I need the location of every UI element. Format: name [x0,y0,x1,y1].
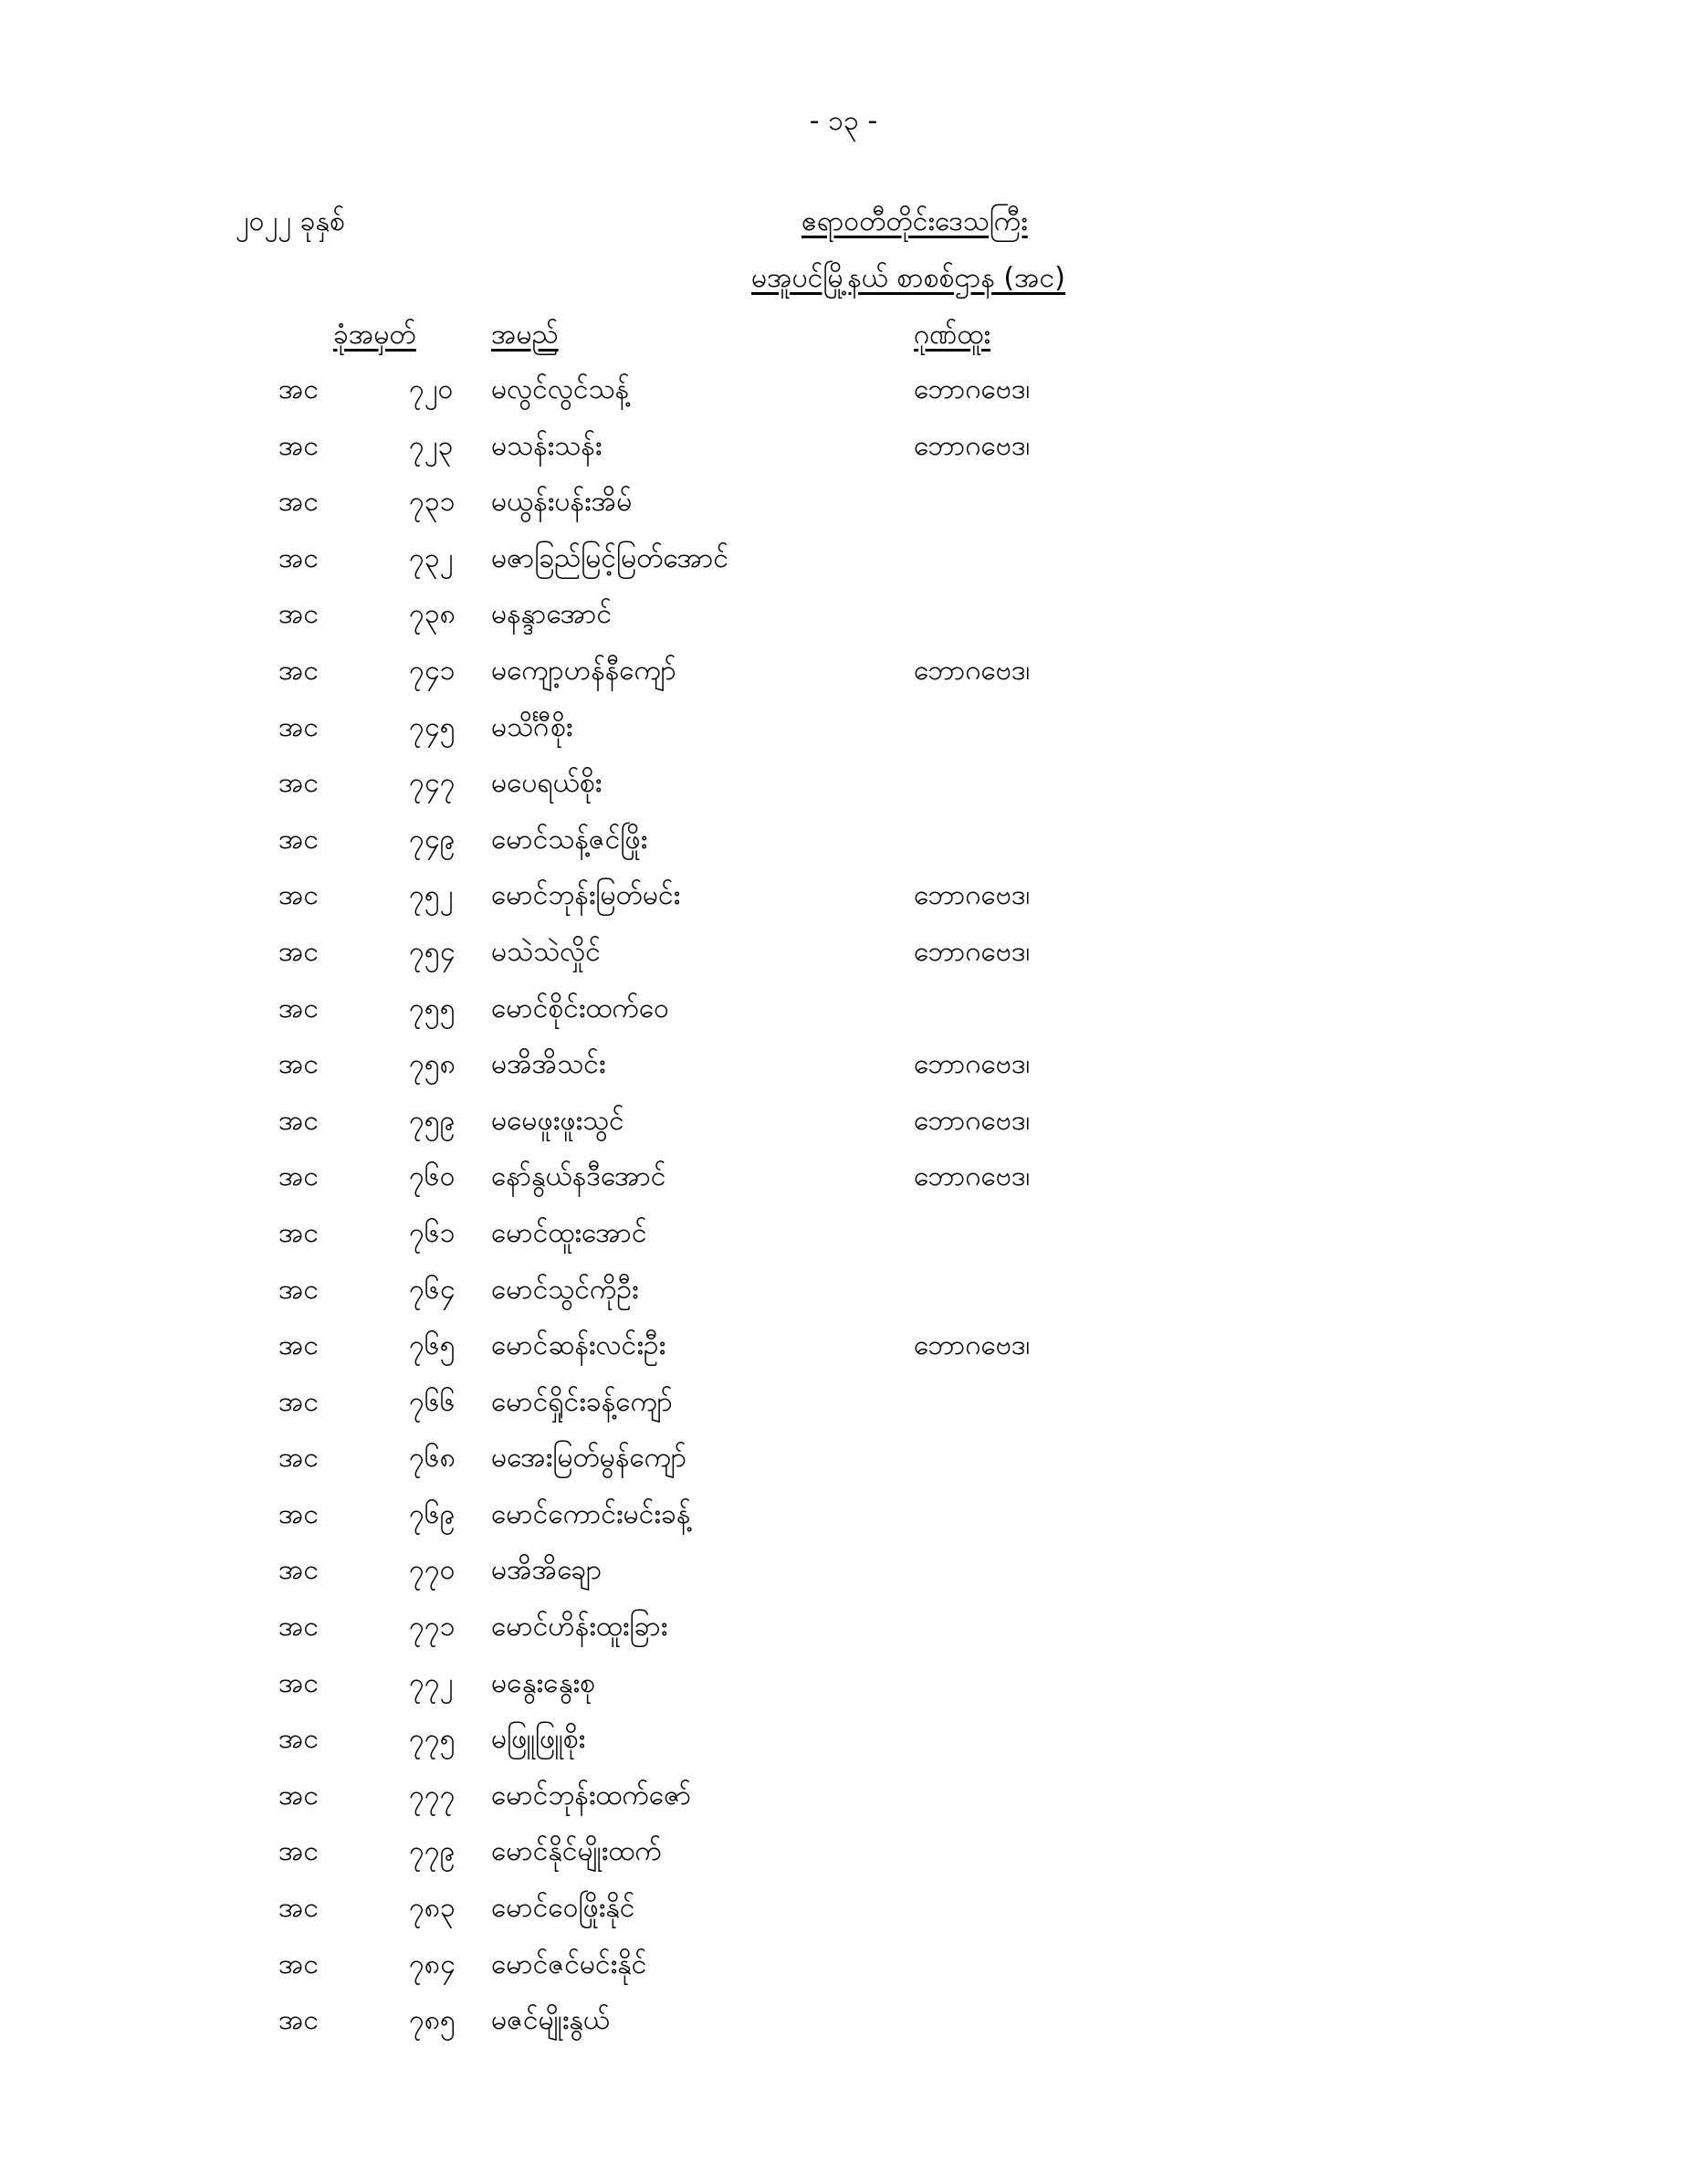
roll-prefix: အင [278,1892,320,1925]
distinction-subject: ဘောဂဗေဒ၊ [914,935,1031,968]
student-name: မောင်ရှိုင်းခန့်ကျော် [491,1385,674,1418]
student-name: မောင်ဝေဖြိုးနိုင် [491,1892,635,1925]
list-item [0,821,1687,877]
list-item [0,483,1687,540]
roll-prefix: အင [278,1779,320,1811]
student-name: မလွင်လွင်သန့် [491,373,630,405]
roll-number: ၇၇၅ [409,1723,456,1756]
student-name: မောင်ဆန်းလင်းဦး [491,1329,666,1362]
roll-number: ၇၄၇ [409,767,456,800]
list-item [0,1946,1687,2002]
roll-number: ၇၇၇ [409,1779,456,1811]
roll-number: ၇၈၅ [409,2004,456,2037]
roll-prefix: အင [278,598,320,631]
roll-number: ၇၈၃ [409,1892,456,1925]
year-label: ၂၀၂၂ ခုနှစ် [236,205,345,237]
roll-number: ၇၈၄ [409,1948,456,1980]
roll-prefix: အင [278,2004,320,2037]
list-item [0,764,1687,821]
roll-prefix: အင [278,767,320,800]
list-item [0,371,1687,427]
roll-number: ၇၇၂ [409,1666,454,1699]
student-name: မဇာခြည်မြင့်မြတ်အောင် [491,541,729,574]
roll-prefix: အင [278,992,320,1024]
roll-number: ၇၅၄ [409,935,456,968]
list-item [0,427,1687,484]
list-item [0,933,1687,990]
student-name: မောင်ဘုန်းထက်ဇော် [491,1779,692,1811]
student-name: မောင်ထူးအောင် [491,1216,647,1249]
roll-number: ၇၅၂ [409,879,454,912]
list-item [0,1214,1687,1271]
roll-prefix: အင [278,373,320,405]
list-item [0,1271,1687,1328]
roll-prefix: အင [278,879,320,912]
list-item [0,877,1687,933]
roll-prefix: အင [278,1273,320,1306]
list-item [0,1889,1687,1946]
region-title: ဧရာဝတီတိုင်းဒေသကြီး [802,205,1028,237]
student-name: မအိအိသင်း [491,1048,606,1081]
column-header-distinction: ဂုဏ်ထူး [914,319,990,351]
student-name: မောင်ဟိန်းထူးခြား [491,1611,668,1643]
roll-prefix: အင [278,1216,320,1249]
student-name: မအိအိချော [491,1554,602,1587]
roll-number: ၇၄၉ [409,823,456,856]
student-name: မကျော့ဟန်နီကျော် [491,654,676,687]
roll-number: ၇၆၁ [409,1216,456,1249]
roll-number: ၇၅၅ [409,992,456,1024]
student-name: နော်နွယ်နဒီအောင် [491,1160,666,1193]
roll-number: ၇၆၉ [409,1497,456,1530]
student-name: မောင်စိုင်းထက်ဝေ [491,992,670,1024]
student-name: မနန္ဒာအောင် [491,598,613,631]
student-name: မအေးမြတ်မွန်ကျော် [491,1442,687,1475]
roll-number: ၇၄၁ [409,654,456,687]
student-name: မပေရယ်စိုး [491,767,602,800]
roll-prefix: အင [278,823,320,856]
roll-number: ၇၆၈ [409,1442,456,1475]
page-number: - ၁၃ - [809,105,878,137]
roll-number: ၇၃၂ [409,541,454,574]
student-name: မနွေးနွေးစု [491,1666,595,1699]
distinction-subject: ဘောဂဗေဒ၊ [914,1048,1031,1081]
list-item [0,1664,1687,1721]
roll-number: ၇၆၅ [409,1329,456,1362]
roll-number: ၇၇၉ [409,1835,456,1868]
student-name: မဖြူဖြူစိုး [491,1723,586,1756]
roll-number: ၇၅၉ [409,1104,456,1137]
roll-prefix: အင [278,1385,320,1418]
distinction-subject: ဘောဂဗေဒ၊ [914,429,1031,462]
roll-number: ၇၅၈ [409,1048,456,1081]
distinction-subject: ဘောဂဗေဒ၊ [914,654,1031,687]
distinction-subject: ဘောဂဗေဒ၊ [914,1160,1031,1193]
list-item [0,1439,1687,1496]
list-item [0,2001,1687,2058]
roll-prefix: အင [278,429,320,462]
list-item [0,990,1687,1046]
roll-prefix: အင [278,1329,320,1362]
student-name: မယွန်းပန်းအိမ် [491,486,633,519]
list-item [0,1608,1687,1664]
student-name: မောင်သွင်ကိုဦး [491,1273,639,1306]
roll-prefix: အင [278,1048,320,1081]
roll-number: ၇၄၅ [409,710,456,743]
student-name: မသဲသဲလှိုင် [491,935,601,968]
student-name: မောင်နိုင်မျိုးထက် [491,1835,662,1868]
list-item [0,1383,1687,1440]
student-name: မောင်သန့်ဇင်ဖြိုး [491,823,648,856]
roll-prefix: အင [278,1442,320,1475]
list-item [0,1158,1687,1214]
roll-number: ၇၃၈ [409,598,456,631]
roll-number: ၇၃၁ [409,486,456,519]
list-item [0,709,1687,765]
roll-number: ၇၆၄ [409,1273,456,1306]
list-item [0,540,1687,596]
roll-number: ၇၇၀ [409,1554,456,1587]
distinction-subject: ဘောဂဗေဒ၊ [914,1329,1031,1362]
student-name: မမေဖူးဖူးသွင် [491,1104,624,1137]
list-item [0,1720,1687,1777]
distinction-subject: ဘောဂဗေဒ၊ [914,1104,1031,1137]
roll-prefix: အင [278,1835,320,1868]
distinction-subject: ဘောဂဗေဒ၊ [914,879,1031,912]
list-item [0,1327,1687,1383]
roll-prefix: အင [278,1554,320,1587]
list-item [0,1496,1687,1552]
roll-prefix: အင [278,654,320,687]
roll-prefix: အင [278,541,320,574]
school-title: မအူပင်မြို့နယ် စာစစ်ဌာန (အင) [751,262,1066,294]
roll-prefix: အင [278,1497,320,1530]
list-item [0,1832,1687,1889]
roll-prefix: အင [278,1723,320,1756]
list-item [0,1551,1687,1608]
student-name: မသန်းသန်း [491,429,602,462]
roll-prefix: အင [278,710,320,743]
roll-number: ၇၇၁ [409,1611,456,1643]
list-item [0,1045,1687,1102]
distinction-subject: ဘောဂဗေဒ၊ [914,373,1031,405]
student-name: မဇင်မျိုးနွယ် [491,2004,611,2037]
roll-number: ၇၂၀ [409,373,454,405]
roll-prefix: အင [278,1160,320,1193]
column-header-roll: ခုံအမှတ် [333,319,416,351]
roll-prefix: အင [278,486,320,519]
roll-prefix: အင [278,1666,320,1699]
student-name: မသိင်္ဂီစိုး [491,710,573,743]
roll-prefix: အင [278,935,320,968]
results-list [0,371,1687,2058]
roll-prefix: အင [278,1104,320,1137]
list-item [0,652,1687,709]
column-header-name: အမည် [491,319,559,351]
student-name: မောင်ဇင်မင်းနိုင် [491,1948,647,1980]
student-name: မောင်ကောင်းမင်းခန့် [491,1497,691,1530]
roll-number: ၇၆၆ [409,1385,456,1418]
roll-prefix: အင [278,1611,320,1643]
roll-prefix: အင [278,1948,320,1980]
student-name: မောင်ဘုန်းမြတ်မင်း [491,879,681,912]
list-item [0,1102,1687,1159]
roll-number: ၇၂၃ [409,429,454,462]
roll-number: ၇၆၀ [409,1160,456,1193]
list-item [0,595,1687,652]
list-item [0,1777,1687,1833]
